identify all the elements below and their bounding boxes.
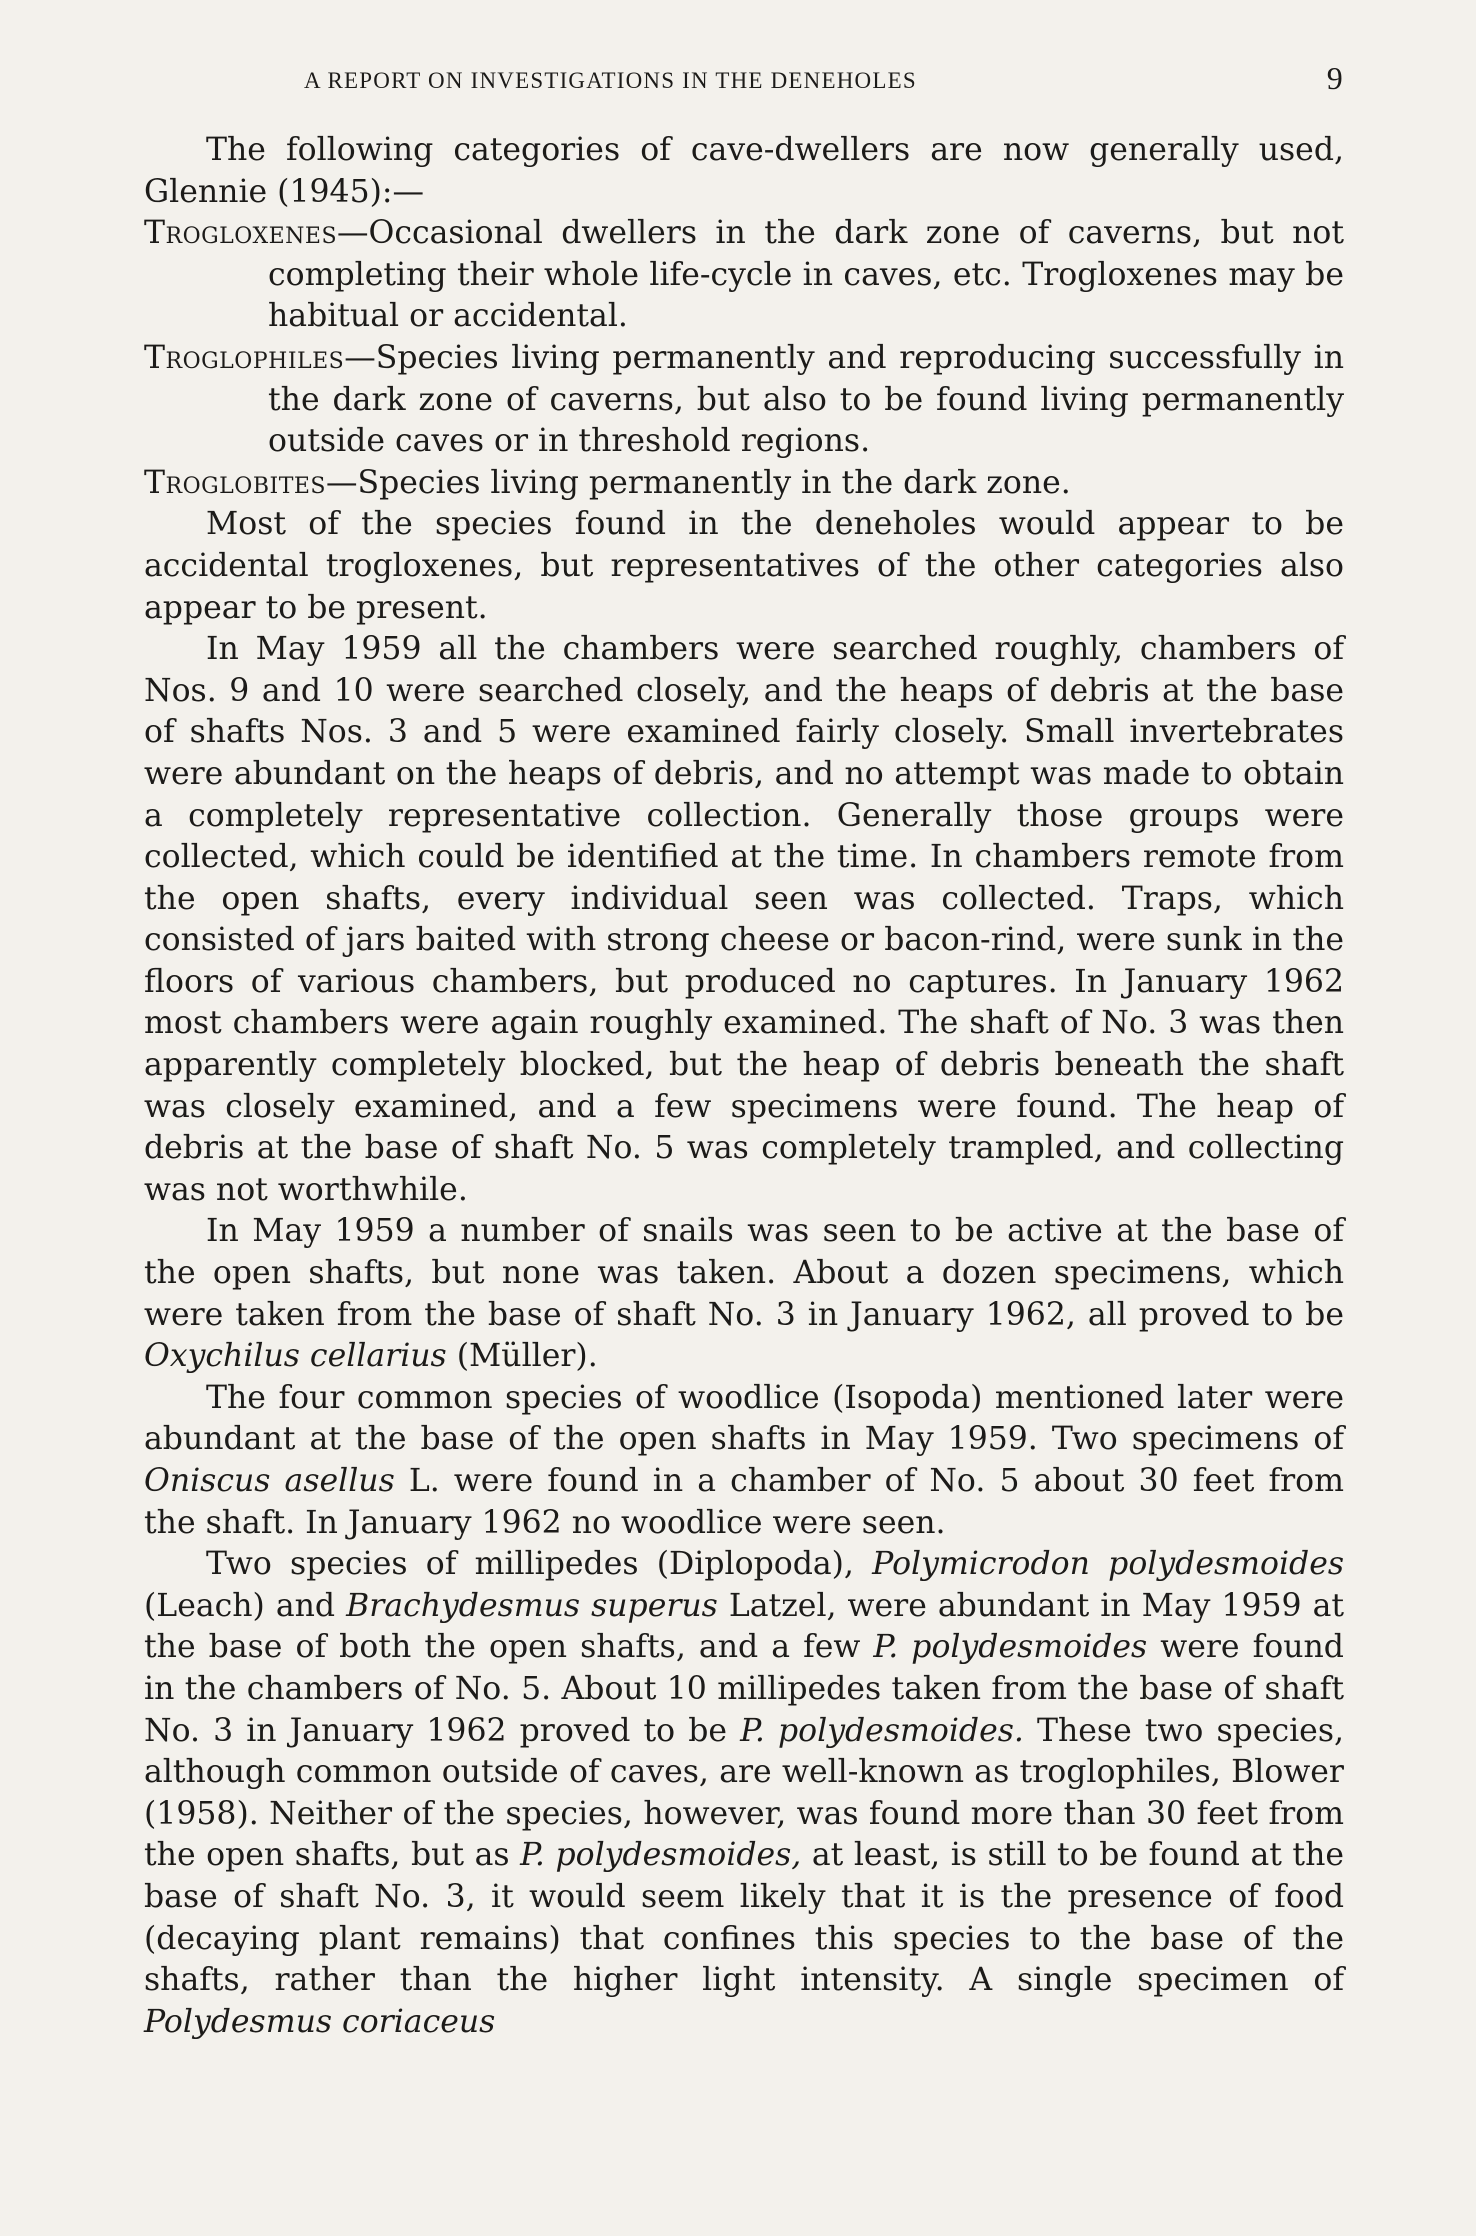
text-run: at least, is still to be found at the base of shaft No. 3, it would seem likely that it is the presence of food (decaying plant remains) that confines this species to the base of the shafts, rather than the higher light intensity. A single specimen of	[144, 1837, 1344, 1999]
text-run: Latzel, were abundant in May 1959 at the base of both the open shafts, and a few	[144, 1587, 1345, 1666]
text-run: These two species, although common outside of caves, are well-known as troglophiles, Blower (1958). Neither of the species, however, was found more than 30 feet from the open shafts, but as	[144, 1712, 1344, 1874]
species-name: P. polydesmoides,	[520, 1837, 802, 1874]
term-troglophiles: Troglophiles	[144, 339, 345, 376]
running-title: A REPORT ON INVESTIGATIONS IN THE DENEHOLES	[304, 68, 917, 93]
definition-text: —Species living permanently in the dark zone.	[326, 464, 1071, 501]
species-name: P. polydesmoides.	[740, 1712, 1024, 1749]
species-name: Polymicrodon polydesmoides	[872, 1546, 1344, 1583]
text-run: L. were found in a chamber of No. 5 about 30 feet from the shaft. In January 1962 no woodlice were seen.	[144, 1463, 1344, 1541]
definition-troglobites	[144, 463, 1344, 505]
species-name: Polydesmus coriaceus	[144, 2003, 496, 2040]
paragraph-intro: The following categories of cave-dwellers are now generally used, Glennie (1945):—	[144, 132, 1344, 210]
body-text	[144, 130, 1344, 2043]
text-run: (Leach) and	[144, 1587, 347, 1624]
definition-troglophiles	[144, 338, 1344, 463]
text-run: Two species of millipedes (Diplopoda),	[206, 1546, 873, 1583]
species-name: Oniscus asellus	[144, 1463, 395, 1499]
text-run: (Müller).	[446, 1338, 598, 1375]
text-run: were found in the chambers of No. 5. About 10 millipedes taken from the base of shaft No. 3 in January 1962 proved to be	[144, 1629, 1344, 1749]
species-name: Brachydesmus superus	[346, 1587, 718, 1624]
term-trogloxenes: Trogloxenes	[144, 215, 338, 252]
definition-trogloxenes	[144, 213, 1344, 338]
term-troglobites: Troglobites	[144, 464, 326, 501]
text-run: In May 1959 a number of snails was seen to be active at the base of the open shafts, but none was taken. About a dozen specimens, which were taken from the base of shaft No. 3 in January 1962, all proved to be	[144, 1213, 1344, 1333]
paragraph-woodlice	[144, 1378, 1344, 1544]
definition-text: —Occasional dwellers in the dark zone of caverns, but not completing their whole life-cycle in caves, etc. Trogloxenes may be habitual or accidental.	[268, 215, 1344, 335]
paragraph-most-species: Most of the species found in the deneholes would appear to be accidental trogloxenes, but representatives of the other categories also appear to be present.	[144, 506, 1344, 626]
paragraph-millipedes	[144, 1544, 1344, 2043]
species-name: Oxychilus cellarius	[144, 1338, 447, 1375]
paragraph-snails	[144, 1211, 1344, 1377]
text-run: The four common species of woodlice (Isopoda) mentioned later were abundant at the base of the open shafts in May 1959. Two specimens of	[144, 1379, 1344, 1458]
definition-text: —Species living permanently and reproducing successfully in the dark zone of caverns, but also to be found living permanently outside caves or in threshold regions.	[268, 339, 1344, 460]
paragraph-may-1959: In May 1959 all the chambers were searched roughly, chambers of Nos. 9 and 10 were searched closely, and the heaps of debris at the base of shafts Nos. 3 and 5 were examined fairly closely. Small invertebrates were abundant on the heaps of debris, and no attempt was made to obtain a completely representative collection. Generally those groups were collected, which could be identified at the time. In chambers remote from the open shafts, every individual seen was collected. Traps, which consisted of jars baited with strong cheese or bacon-rind, were sunk in the floors of various chambers, but produced no captures. In January 1962 most chambers were again roughly examined. The shaft of No. 3 was then apparently completely blocked, but the heap of debris beneath the shaft was closely examined, and a few specimens were found. The heap of debris at the base of shaft No. 5 was completely trampled, and collecting was not worthwhile.	[144, 631, 1344, 1208]
species-name: P. polydesmoides	[873, 1629, 1148, 1666]
running-header	[144, 60, 1344, 100]
page-number: 9	[1326, 60, 1344, 96]
